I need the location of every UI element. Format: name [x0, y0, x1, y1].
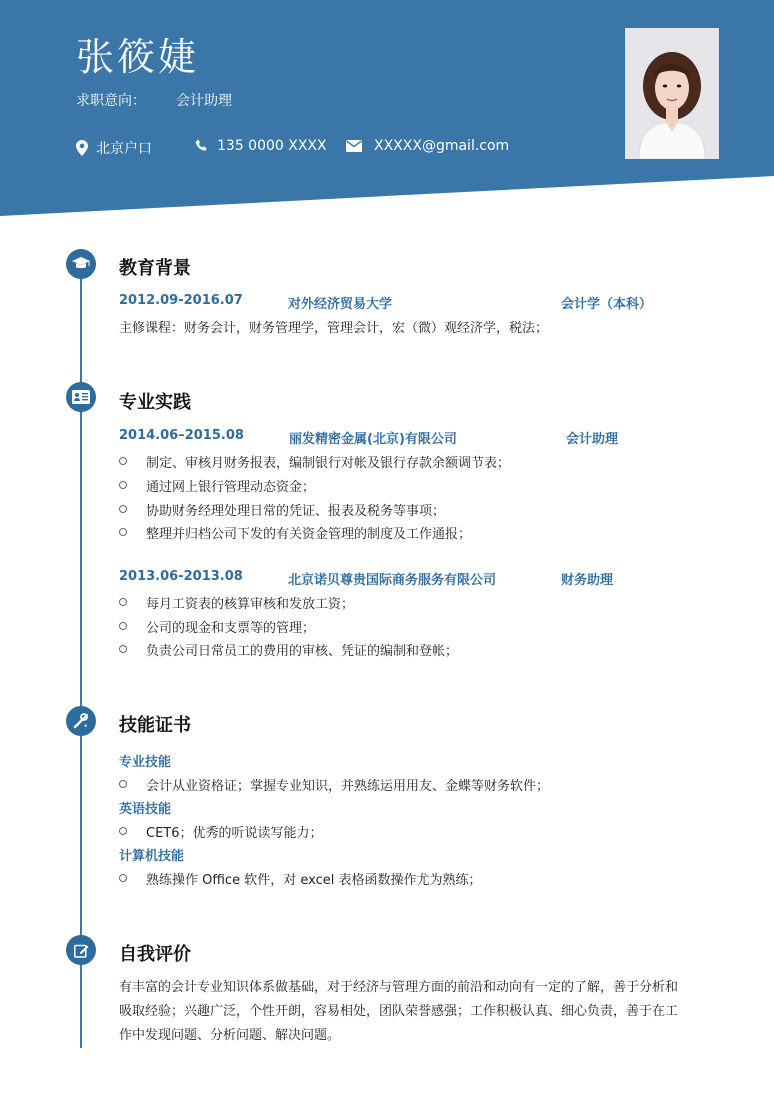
bullet-circle-icon	[119, 598, 127, 606]
self-eval-section-icon	[66, 935, 96, 965]
education-section-icon	[66, 249, 96, 279]
phone-icon	[195, 139, 209, 153]
self-eval-line: 有丰富的会计专业知识体系做基础，对于经济与管理方面的前沿和动向有一定的了解，善于分析和	[119, 980, 679, 995]
bullet-circle-icon	[119, 874, 127, 882]
skill-group-label: 英语技能	[119, 802, 172, 817]
email-text: XXXXX@gmail.com	[374, 138, 510, 154]
skills-section-icon	[66, 706, 96, 736]
skills-title: 技能证书	[119, 715, 191, 736]
skill-group-label: 计算机技能	[119, 849, 185, 864]
job-role: 会计助理	[566, 432, 619, 447]
bullet-circle-icon	[119, 622, 127, 630]
tools-icon	[73, 713, 89, 729]
objective-label: 求职意向：	[76, 93, 146, 109]
graduation-cap-icon	[72, 257, 90, 271]
bullet-circle-icon	[119, 481, 127, 489]
job-period: 2013.06-2013.08	[119, 569, 243, 584]
self-eval-line: 吸取经验；兴趣广泛，个性开朗，容易相处，团队荣誉感强；工作积极认真、细心负责，善于在工	[119, 1004, 679, 1019]
contact-location	[76, 138, 152, 158]
bullet-circle-icon	[119, 457, 127, 465]
bullet-circle-icon	[119, 645, 127, 653]
job-period: 2014.06–2015.08	[119, 428, 244, 443]
self-eval-text	[119, 976, 709, 1048]
bullet-circle-icon	[119, 528, 127, 536]
timeline-line	[80, 262, 82, 1048]
edit-icon	[74, 943, 89, 958]
objective-value: 会计助理	[176, 93, 232, 109]
job-company: 丽发精密金属(北京)有限公司	[289, 432, 457, 447]
education-school: 对外经济贸易大学	[288, 297, 393, 312]
education-major: 会计学（本科）	[561, 297, 653, 312]
bullet-circle-icon	[119, 780, 127, 788]
job-role: 财务助理	[561, 573, 614, 588]
education-courses: 主修课程：财务会计，财务管理学，管理会计，宏（微）观经济学，税法；	[119, 321, 549, 336]
bullet-circle-icon	[119, 827, 127, 835]
job-objective	[76, 90, 232, 110]
education-title: 教育背景	[119, 258, 191, 279]
portrait-image	[625, 28, 719, 159]
education-period: 2012.09-2016.07	[119, 293, 243, 308]
contact-phone	[195, 138, 327, 154]
self-eval-line: 作中发现问题、分析问题、解决问题。	[119, 1028, 341, 1043]
id-card-icon	[72, 390, 90, 404]
experience-section-icon	[66, 382, 96, 412]
phone-text: 135 0000 XXXX	[217, 138, 327, 154]
contact-email	[346, 138, 509, 154]
location-pin-icon	[76, 140, 88, 156]
bullet-circle-icon	[119, 505, 127, 513]
profile-photo	[625, 28, 719, 159]
candidate-name: 张筱婕	[76, 35, 200, 79]
envelope-icon	[346, 140, 362, 152]
skill-group-label: 专业技能	[119, 755, 172, 770]
job-company: 北京诺贝尊贵国际商务服务有限公司	[288, 573, 497, 588]
experience-title: 专业实践	[119, 392, 191, 413]
self-eval-title: 自我评价	[119, 944, 191, 965]
location-text: 北京户口	[96, 141, 152, 157]
